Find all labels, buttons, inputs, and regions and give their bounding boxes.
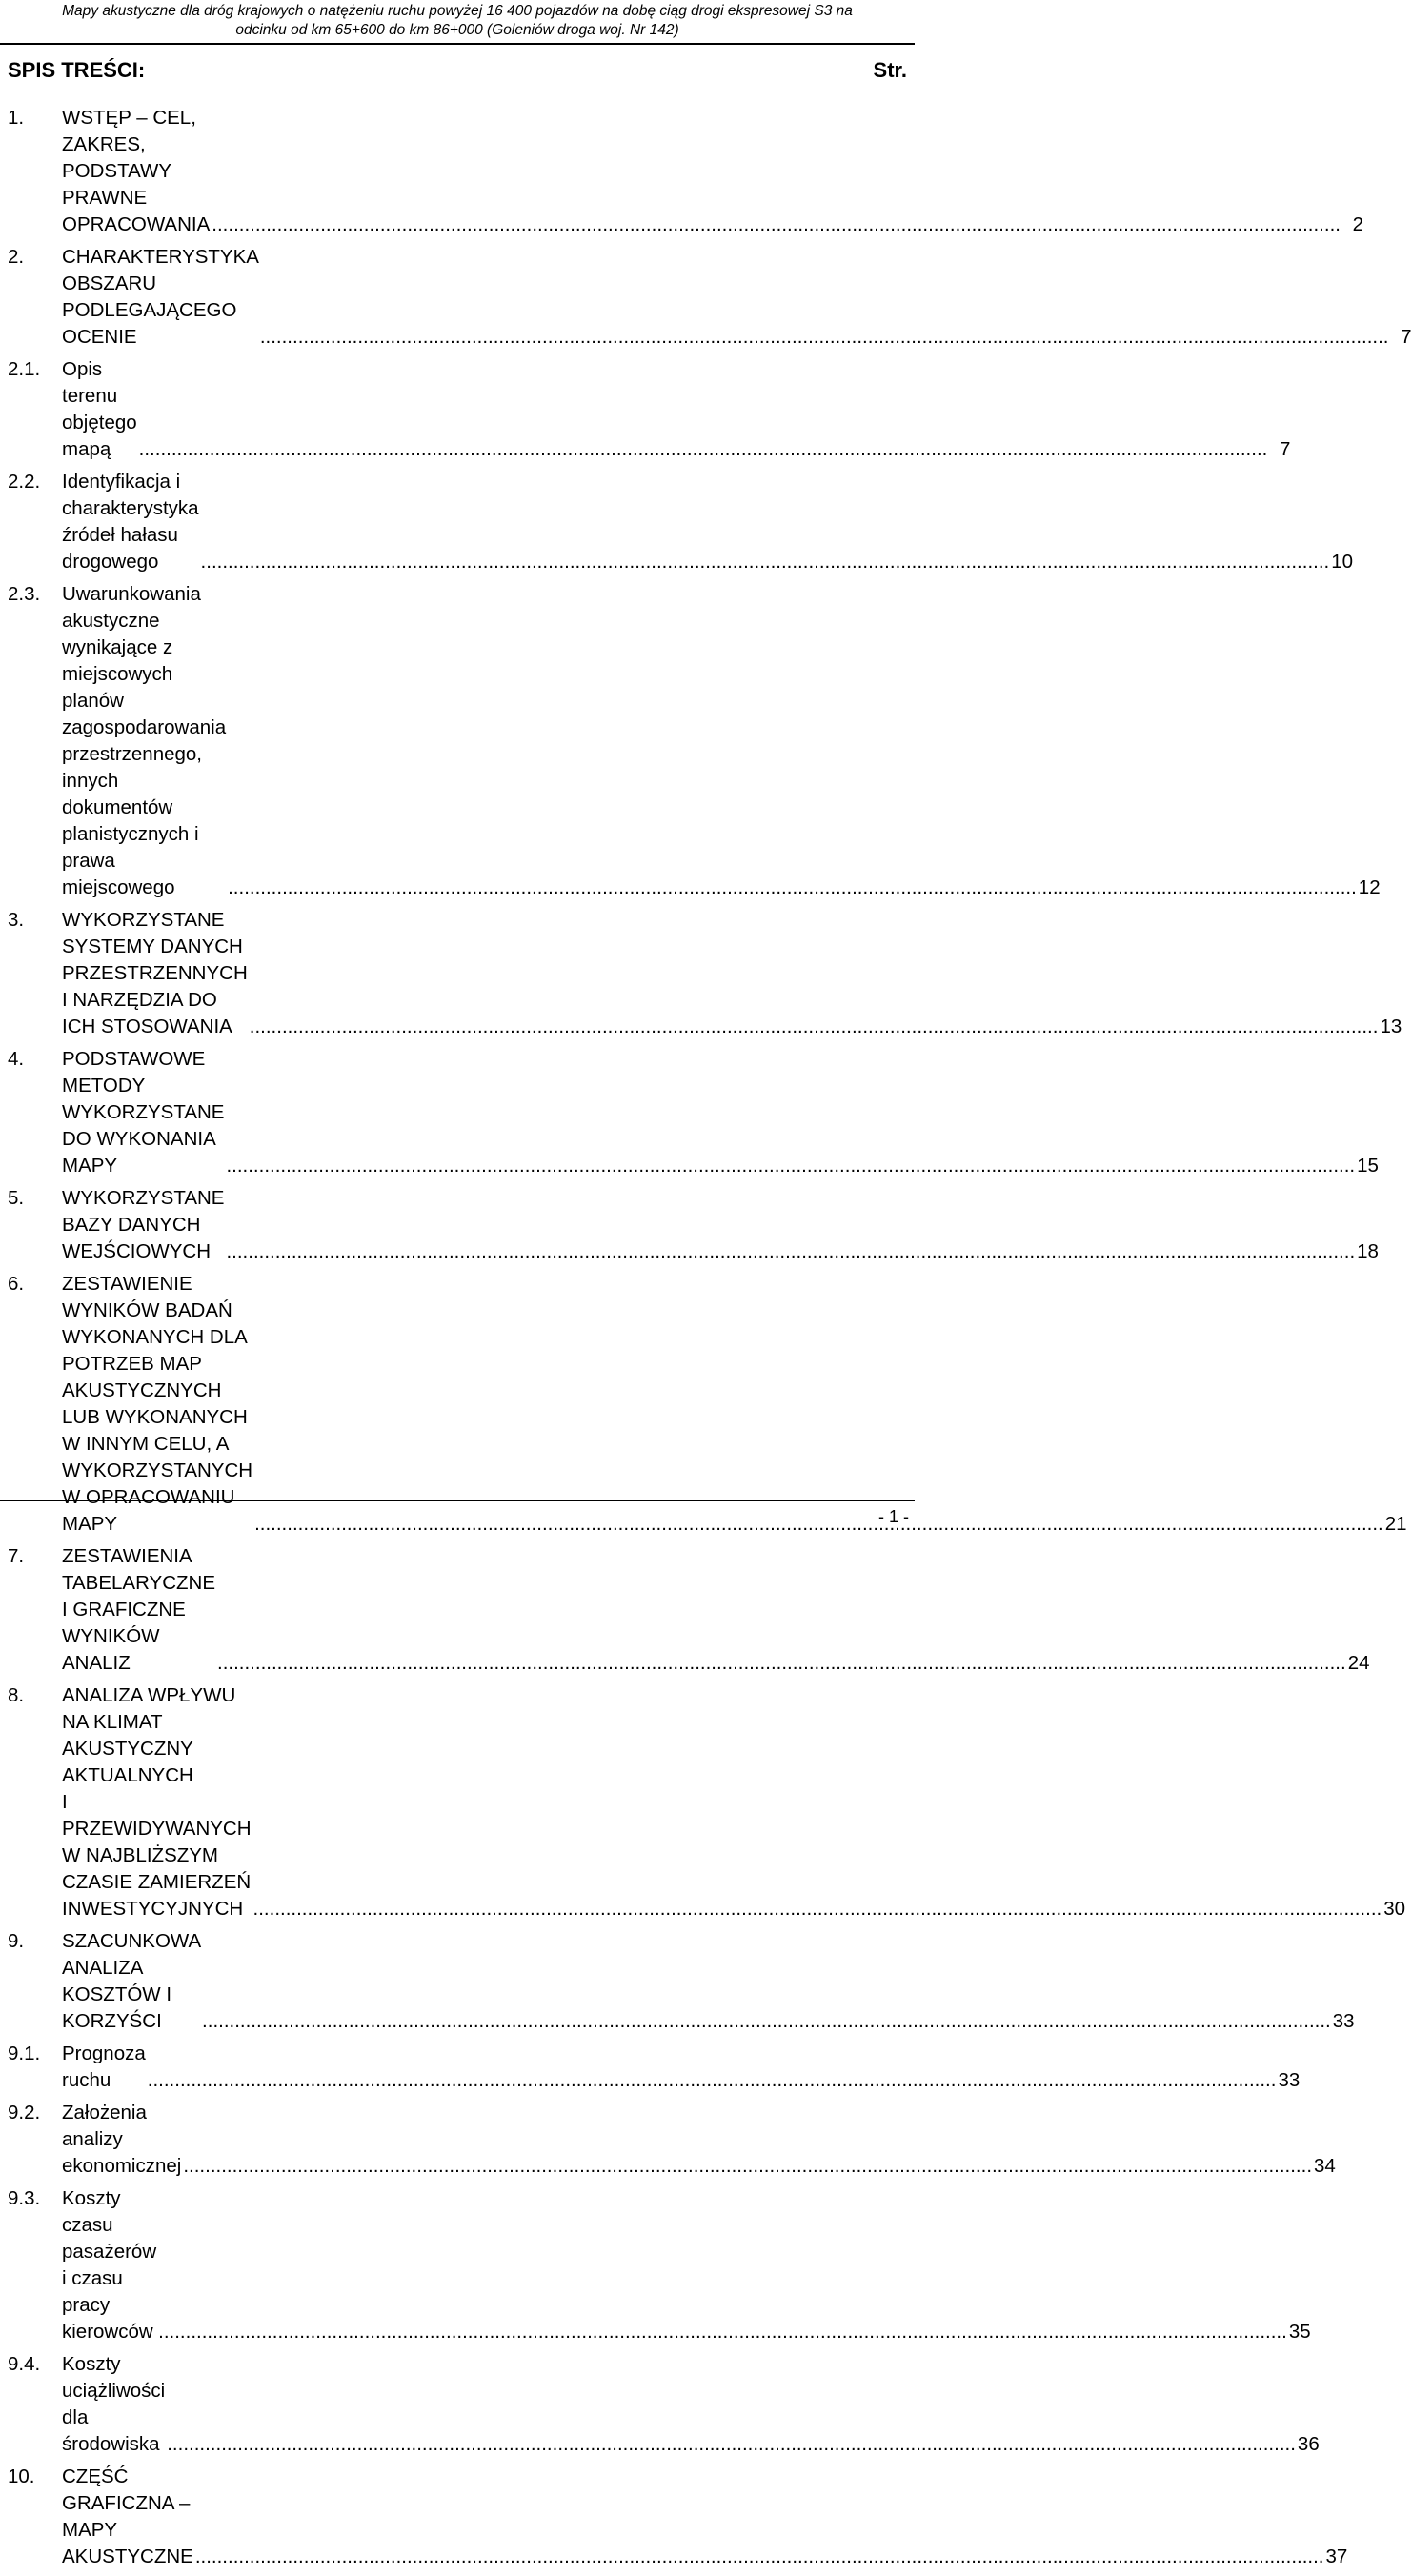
toc-entry[interactable]: [8, 1046, 1379, 1179]
toc-entry-number: 9.2.: [8, 2102, 41, 2123]
footer-page-number: - 1 -: [877, 1507, 909, 1526]
toc-entry[interactable]: [8, 105, 1363, 238]
toc-entry[interactable]: [8, 1928, 1355, 2035]
toc-entry-title: SZACUNKOWA ANALIZA KOSZTÓW I KORZYŚCI: [62, 1930, 201, 2032]
toc-entry-page: 35: [1288, 2321, 1311, 2343]
header-line-2: odcinku od km 65+600 do km 86+000 (Goleniów droga woj. Nr 142): [235, 22, 679, 38]
toc-entry-page: 7: [1401, 326, 1412, 348]
toc-entry-page: 7: [1279, 438, 1291, 460]
toc-entry[interactable]: [8, 356, 1291, 463]
toc-entry-title: CHARAKTERYSTYKA OBSZARU PODLEGAJĄCEGO OCENIE: [62, 246, 258, 348]
toc-entry[interactable]: [8, 2100, 1336, 2180]
toc-entry[interactable]: [8, 469, 1354, 575]
toc-entry-number: 2.2.: [8, 471, 41, 493]
toc-entry-number: 4.: [8, 1048, 25, 1070]
toc-entry-page: 37: [1325, 2546, 1348, 2567]
toc-entry-page: 13: [1380, 1016, 1402, 1037]
toc-entry-page: 21: [1384, 1513, 1407, 1535]
table-of-contents: [8, 105, 1412, 2576]
toc-entry-title: Uwarunkowania akustyczne wynikające z miejscowych planów zagospodarowania przestrzennego, innych dokumentów planistycznych i prawa miejscowego: [62, 583, 227, 898]
toc-entry[interactable]: [8, 1682, 1406, 1922]
header-line-1: Mapy akustyczne dla dróg krajowych o natężeniu ruchu powyżej 16 400 pojazdów na dobę ciąg drogi ekspresowej S3 na: [62, 3, 853, 19]
toc-entry-page: 36: [1297, 2433, 1320, 2455]
toc-entry-page: 15: [1357, 1155, 1379, 1177]
toc-entry-page: 33: [1332, 2010, 1355, 2032]
toc-leader-dots: [212, 211, 1341, 238]
toc-entry-number: 2.: [8, 246, 25, 268]
toc-entry-title: Opis terenu objętego mapą: [62, 358, 137, 460]
toc-leader-dots: [253, 1896, 1382, 1922]
page-footer: [0, 1500, 915, 1527]
toc-entry[interactable]: [8, 2464, 1348, 2570]
toc-entry-title: Koszty uciążliwości dla środowiska: [62, 2353, 166, 2455]
toc-entry-number: 1.: [8, 107, 25, 129]
toc-heading: [8, 55, 907, 86]
toc-entry-page: 18: [1357, 1240, 1379, 1262]
toc-entry-number: 2.3.: [8, 583, 41, 605]
toc-entry-number: 2.1.: [8, 358, 41, 380]
toc-entry-title: ANALIZA WPŁYWU NA KLIMAT AKUSTYCZNY AKTUALNYCH I PRZEWIDYWANYCH W NAJBLIŻSZYM CZASIE ZAMIERZEŃ INWESTYCYJNYCH: [62, 1684, 252, 1920]
toc-entry-number: 6.: [8, 1273, 25, 1295]
toc-leader-dots: [250, 1014, 1379, 1040]
toc-entry-title: WYKORZYSTANE BAZY DANYCH WEJŚCIOWYCH: [62, 1187, 225, 1262]
toc-entry[interactable]: [8, 1271, 1407, 1538]
toc-entry-page: 2: [1352, 213, 1363, 235]
toc-leader-dots: [226, 1153, 1355, 1179]
toc-entry-number: 9.4.: [8, 2353, 41, 2375]
toc-entry-title: Prognoza ruchu: [62, 2043, 146, 2091]
toc-leader-dots: [139, 436, 1268, 463]
toc-leader-dots: [195, 2544, 1324, 2570]
toc-entry[interactable]: [8, 1543, 1370, 1677]
toc-entry-title: WYKORZYSTANE SYSTEMY DANYCH PRZESTRZENNYCH I NARZĘDZIA DO ICH STOSOWANIA: [62, 909, 248, 1037]
toc-leader-dots: [167, 2431, 1296, 2458]
toc-leader-dots: [201, 549, 1330, 575]
toc-entry[interactable]: [8, 2185, 1311, 2345]
toc-entry-title: ZESTAWIENIE WYNIKÓW BADAŃ WYKONANYCH DLA POTRZEB MAP AKUSTYCZNYCH LUB WYKONANYCH W INNYM CELU, A WYKORZYSTANYCH W OPRACOWANIU MAPY: [62, 1273, 253, 1535]
toc-entry-page: 33: [1278, 2069, 1301, 2091]
toc-entry-number: 5.: [8, 1187, 25, 1209]
toc-entry-title: CZĘŚĆ GRAFICZNA – MAPY AKUSTYCZNE: [62, 2465, 193, 2567]
toc-entry[interactable]: [8, 2351, 1320, 2458]
toc-leader-dots: [183, 2153, 1312, 2180]
toc-entry-page: 10: [1331, 551, 1354, 573]
toc-entry-page: 24: [1347, 1652, 1370, 1674]
toc-entry[interactable]: [8, 244, 1412, 351]
toc-entry[interactable]: [8, 907, 1402, 1040]
toc-entry-title: Założenia analizy ekonomicznej: [62, 2102, 182, 2177]
toc-entry[interactable]: [8, 2041, 1301, 2094]
page-header: [0, 0, 915, 45]
toc-entry-number: 3.: [8, 909, 25, 931]
toc-entry-page: 30: [1383, 1898, 1406, 1920]
toc-entry-number: 9.: [8, 1930, 25, 1952]
toc-entry-title: ZESTAWIENIA TABELARYCZNE I GRAFICZNE WYNIKÓW ANALIZ: [62, 1545, 216, 1674]
footer-rule: [0, 1500, 915, 1501]
toc-entry-number: 10.: [8, 2465, 35, 2487]
toc-leader-dots: [202, 2008, 1331, 2035]
toc-entry-title: WSTĘP – CEL, ZAKRES, PODSTAWY PRAWNE OPRACOWANIA: [62, 107, 211, 235]
toc-entry-number: 9.3.: [8, 2187, 41, 2209]
toc-title: SPIS TREŚCI:: [8, 58, 146, 82]
toc-leader-dots: [226, 1238, 1355, 1265]
toc-leader-dots: [158, 2319, 1287, 2345]
toc-leader-dots: [217, 1650, 1346, 1677]
toc-leader-dots: [260, 324, 1389, 351]
toc-entry-number: 7.: [8, 1545, 25, 1567]
toc-entry-page: 12: [1358, 876, 1381, 898]
toc-leader-dots: [148, 2067, 1277, 2094]
toc-entry[interactable]: [8, 1185, 1379, 1265]
toc-entry-page: 34: [1314, 2155, 1336, 2177]
toc-leader-dots: [228, 875, 1357, 901]
toc-entry-number: 8.: [8, 1684, 25, 1706]
toc-entry-title: Koszty czasu pasażerów i czasu pracy kierowców: [62, 2187, 157, 2343]
toc-page-label: Str.: [873, 58, 907, 82]
toc-entry-title: Identyfikacja i charakterystyka źródeł hałasu drogowego: [62, 471, 199, 573]
toc-entry-title: PODSTAWOWE METODY WYKORZYSTANE DO WYKONANIA MAPY: [62, 1048, 225, 1177]
toc-entry-number: 9.1.: [8, 2043, 41, 2064]
toc-entry[interactable]: [8, 581, 1381, 901]
